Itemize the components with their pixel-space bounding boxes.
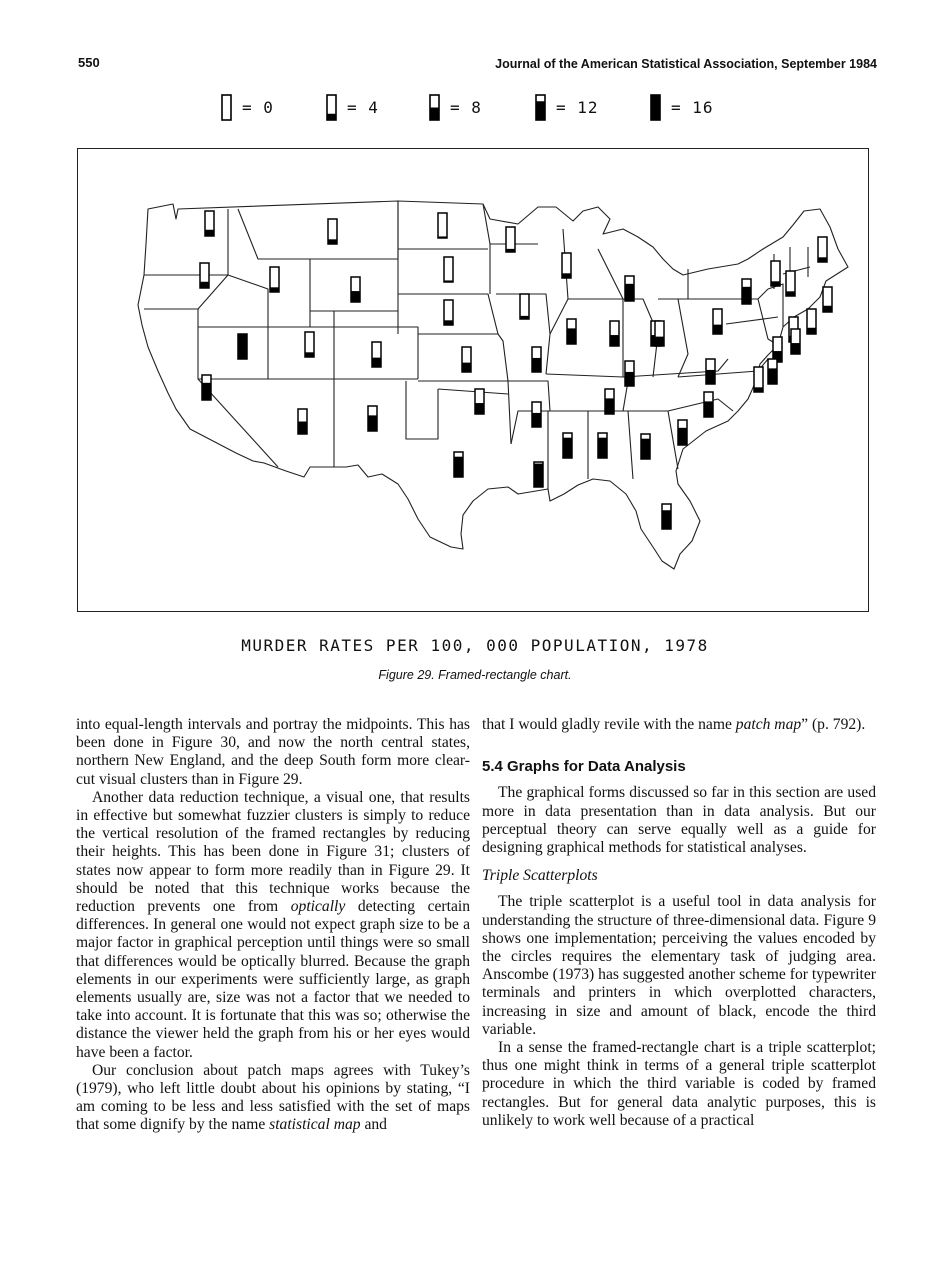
rect-fill — [372, 358, 381, 367]
state-boundaries — [138, 201, 848, 569]
legend-label: = 16 — [671, 97, 714, 117]
rect-fill — [786, 291, 795, 296]
paragraph: In a sense the framed-rectangle chart is a triple scatterplot; thus one might think in terms of a general triple scatterplot procedure in which the third variable is coded by framed rectangles. But for general data analytic purposes, this is unlikely to work well because of a practical — [482, 1039, 876, 1129]
rect-fill — [202, 383, 211, 400]
paragraph: The graphical forms discussed so far in this section are used more in data presentation than in data analysis. But our perceptual theory can serve equally well as a guide for designing graphical methods for statistical analyses. — [482, 784, 876, 857]
paragraph: Our conclusion about patch maps agrees with Tukey’s (1979), who left little doubt about his opinions by stating, “I am coming to be less and less satisfied with the set of maps that some dignify by the name statistical map and — [76, 1061, 470, 1134]
rect-fill — [662, 510, 671, 529]
state-rect-fl — [662, 504, 671, 529]
state-rect-al — [598, 433, 607, 458]
figure-legend — [0, 92, 950, 122]
state-rect-pa — [713, 309, 722, 334]
legend-rect-icon — [535, 94, 546, 121]
rect-fill — [454, 457, 463, 477]
legend-item — [429, 92, 482, 122]
rect-fill — [655, 337, 664, 346]
rect-fill — [238, 334, 247, 359]
rect-fill — [438, 236, 447, 238]
rect-fill — [534, 464, 543, 487]
journal-header: Journal of the American Statistical Association, September 1984 — [495, 57, 877, 71]
state-rect-ky — [625, 361, 634, 386]
legend-rect-icon — [221, 94, 232, 121]
state-rect-nc — [704, 392, 713, 417]
rect-frame — [444, 257, 453, 282]
figure-caption: Figure 29. Framed-rectangle chart. — [378, 668, 572, 682]
state-rect-vt — [771, 261, 780, 286]
state-rect-mn — [506, 227, 515, 252]
state-rect-ms — [563, 433, 572, 458]
figure-title: MURDER RATES PER 100, 000 POPULATION, 1978 — [241, 636, 709, 655]
state-rect-ks — [462, 347, 471, 372]
state-rect-sc — [678, 420, 687, 445]
rect-fill — [368, 415, 377, 431]
state-rect-ok — [475, 389, 484, 414]
rect-fill — [328, 239, 337, 244]
state-rect-wy — [351, 277, 360, 302]
rect-frame — [520, 294, 529, 319]
state-rect-nh — [786, 271, 795, 296]
state-rect-ne — [444, 300, 453, 325]
state-rect-or — [200, 263, 209, 288]
rect-fill — [771, 281, 780, 286]
legend-label: = 4 — [347, 97, 379, 117]
rect-fill — [562, 273, 571, 278]
state-rect-ar — [532, 402, 541, 427]
paragraph: Another data reduction technique, a visual one, that results in effective but somewhat fuzzier clusters is simply to reduce the vertical resolution of the framed rectangles by reducing their heights. This has been done in Figure 31; clusters of states now appear to form more readily than in Figure 29. It should be noted that this technique works because the reduction prevents one from optically detecting certain differences. In general one would not expect graph size to be a major factor in graphical perception until things were so small that differences would be optically blurred. Because the graph elements in our experiments were sufficiently large, as graph elements usually are, size was not a factor that we needed to take into account. It is fortunate that this was so; otherwise the distance the viewer held the graph from his or her eyes would have been a factor. — [76, 788, 470, 1061]
state-rect-ut — [305, 332, 314, 357]
state-rect-me — [818, 237, 827, 262]
state-rect-dc — [754, 367, 763, 392]
rect-fill — [768, 368, 777, 384]
legend-rect-icon — [650, 94, 661, 121]
rect-fill — [351, 291, 360, 302]
legend-rect-icon — [429, 94, 440, 121]
state-rect-va — [706, 359, 715, 384]
state-rect-nm — [368, 406, 377, 431]
rect-fill — [298, 422, 307, 435]
state-rect-ia — [520, 294, 529, 319]
rect-frame — [438, 213, 447, 238]
state-rect-la — [534, 462, 543, 487]
legend-label: = 8 — [450, 97, 482, 117]
rect-fill — [713, 325, 722, 334]
state-rect-il — [567, 319, 576, 344]
rect-fill — [706, 370, 715, 384]
state-rect-in — [610, 321, 619, 346]
rect-fill — [567, 328, 576, 344]
state-rect-wa — [205, 211, 214, 236]
state-rect-nj — [791, 329, 800, 354]
state-rect-co — [372, 342, 381, 367]
rect-fill — [270, 287, 279, 292]
state-rect-ri — [807, 309, 816, 334]
rect-fill — [818, 257, 827, 262]
subsection-heading: Triple Scatterplots — [482, 867, 598, 885]
state-rect-az — [298, 409, 307, 434]
rect-fill — [475, 403, 484, 414]
legend-label: = 0 — [242, 97, 274, 117]
state-rect-wi — [562, 253, 571, 278]
rect-fill — [704, 401, 713, 417]
rect-fill — [506, 249, 515, 252]
rect-fill — [823, 306, 832, 312]
state-rect-nv — [238, 334, 247, 359]
rect-fill — [462, 363, 471, 372]
section-heading: 5.4 Graphs for Data Analysis — [482, 758, 686, 776]
page-number: 550 — [78, 55, 100, 70]
legend-item — [326, 92, 379, 122]
legend-item — [221, 92, 274, 122]
state-rect-id — [270, 267, 279, 292]
rect-fill — [754, 387, 763, 392]
state-rect-ca — [202, 375, 211, 400]
map-frame — [77, 148, 869, 612]
state-rect-mt — [328, 219, 337, 244]
rect-fill — [444, 280, 453, 282]
state-rect-wv — [655, 321, 664, 346]
paragraph: into equal-length intervals and portray the midpoints. This has been done in Figure 30, and now the north central states, northern New England, and the deep South form more clear-cut visual clusters than in Figure 29. — [76, 716, 470, 788]
legend-rect-icon — [326, 94, 337, 121]
right-column — [482, 716, 876, 1130]
state-rect-ny — [742, 279, 751, 304]
state-rect-nd — [438, 213, 447, 238]
rect-fill — [444, 320, 453, 325]
rect-fill — [678, 428, 687, 445]
state-rect-md — [768, 359, 777, 384]
rect-fill — [598, 438, 607, 458]
legend-item — [650, 92, 714, 122]
state-rect-sd — [444, 257, 453, 282]
state-rect-ga — [641, 434, 650, 459]
rect-fill — [563, 438, 572, 458]
state-rect-mi — [625, 276, 634, 301]
us-outline — [138, 201, 848, 569]
rect-fill — [742, 287, 751, 304]
state-rect-mo — [532, 347, 541, 372]
paragraph: that I would gladly revile with the name patch map” (p. 792). — [482, 716, 866, 733]
rect-fill — [625, 284, 634, 301]
rect-fill — [200, 282, 209, 288]
rect-fill — [610, 335, 619, 346]
rect-fill — [532, 413, 541, 427]
legend-label: = 12 — [556, 97, 599, 117]
rect-frame — [506, 227, 515, 252]
rect-fill — [641, 439, 650, 459]
rect-fill — [205, 230, 214, 236]
state-rect-tn — [605, 389, 614, 414]
paragraph: The triple scatterplot is a useful tool in data analysis for understanding the structure of three-dimensional data. Figure 9 shows one implementation; perceiving the values encoded by the circles requires the elementary task of judging area. Anscombe (1973) has suggested another scheme for typewriter terminals and printers in which overplotted characters, increasing in size and amount of black, encode the third variable. — [482, 893, 876, 1038]
rect-fill — [791, 343, 800, 354]
rect-fill — [625, 372, 634, 386]
rect-fill — [532, 358, 541, 372]
state-rect-ma — [823, 287, 832, 312]
rect-fill — [520, 316, 529, 319]
legend-item — [535, 92, 599, 122]
rect-fill — [605, 398, 614, 414]
us-state-map — [78, 149, 867, 610]
state-rect-tx — [454, 452, 463, 477]
rect-fill — [807, 328, 816, 334]
rect-fill — [305, 352, 314, 357]
left-column — [76, 716, 470, 1135]
